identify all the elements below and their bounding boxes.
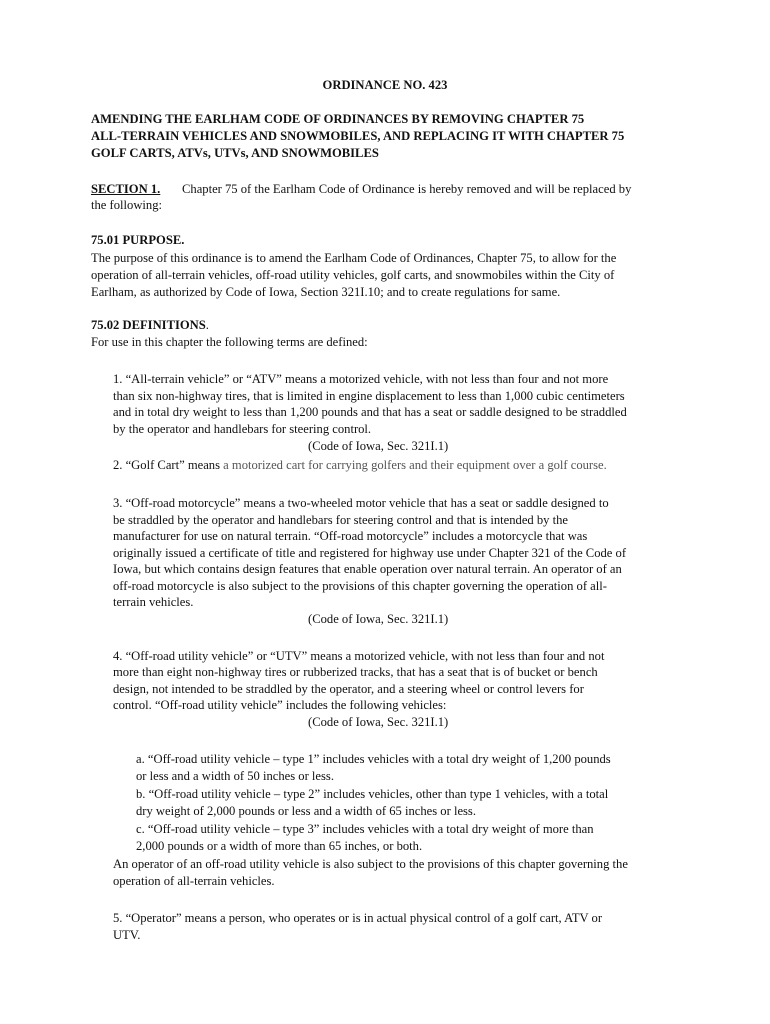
section-1-label: SECTION 1. xyxy=(91,182,161,196)
def-1-line-2: than six non-highway tires, that is limited in engine displacement to less than 1,000 cubic centimeters xyxy=(113,389,625,403)
amending-heading-line-3: GOLF CARTS, ATVs, UTVs, AND SNOWMOBILES xyxy=(91,146,379,160)
def-4-line-3: design, not intended to be straddled by the operator, and a steering wheel or control levers for xyxy=(113,682,584,696)
def-3-line-5: Iowa, but which contains design features that enable operation over natural terrain. An operator of an xyxy=(113,562,622,576)
def-4-line-1: 4. “Off-road utility vehicle” or “UTV” means a motorized vehicle, with not less than four and not xyxy=(113,649,605,663)
def-4-sub-c-line-1: c. “Off-road utility vehicle – type 3” includes vehicles with a total dry weight of more than xyxy=(136,822,594,836)
section-1-text-line-1: Chapter 75 of the Earlham Code of Ordinance is hereby removed and will be replaced by xyxy=(182,182,632,196)
definitions-intro: For use in this chapter the following terms are defined: xyxy=(91,335,368,349)
definitions-heading-period: . xyxy=(205,318,209,332)
def-4-sub-a-line-2: or less and a width of 50 inches or less. xyxy=(136,769,334,783)
def-3-line-4: originally issued a certificate of title and registered for highway use under Chapter 321 of the Code of xyxy=(113,546,627,560)
amending-heading-line-1: AMENDING THE EARLHAM CODE OF ORDINANCES BY REMOVING CHAPTER 75 xyxy=(91,112,585,126)
definitions-heading xyxy=(91,317,209,334)
def-4-line-4: control. “Off-road utility vehicle” includes the following vehicles: xyxy=(113,698,447,712)
def-1-line-1: 1. “All-terrain vehicle” or “ATV” means a motorized vehicle, with not less than four and not more xyxy=(113,372,609,386)
def-1-citation: (Code of Iowa, Sec. 321I.1) xyxy=(308,439,449,453)
purpose-line-2: operation of all-terrain vehicles, off-road utility vehicles, golf carts, and snowmobiles within the City of xyxy=(91,268,615,282)
def-5-line-1: 5. “Operator” means a person, who operates or is in actual physical control of a golf cart, ATV or xyxy=(113,911,603,925)
def-4-operator-line-2: operation of all-terrain vehicles. xyxy=(113,874,275,888)
def-4-sub-b-line-1: b. “Off-road utility vehicle – type 2” includes vehicles, other than type 1 vehicles, with a total xyxy=(136,787,609,801)
def-2-line xyxy=(113,457,607,474)
def-3-line-7: terrain vehicles. xyxy=(113,595,194,609)
section-1-text-line-2: the following: xyxy=(91,198,163,212)
def-1-line-3: and in total dry weight to less than 1,200 pounds and that has a seat or saddle designed to be straddled xyxy=(113,405,627,419)
purpose-line-1: The purpose of this ordinance is to amend the Earlham Code of Ordinances, Chapter 75, to allow for the xyxy=(91,251,617,265)
def-3-citation: (Code of Iowa, Sec. 321I.1) xyxy=(308,612,449,626)
amending-heading-line-2: ALL-TERRAIN VEHICLES AND SNOWMOBILES, AND REPLACING IT WITH CHAPTER 75 xyxy=(91,129,625,143)
ordinance-title: ORDINANCE NO. 423 xyxy=(322,78,448,92)
def-4-sub-b-line-2: dry weight of 2,000 pounds or less and a width of 65 inches or less. xyxy=(136,804,476,818)
def-5-line-2: UTV. xyxy=(113,928,141,942)
purpose-line-3: Earlham, as authorized by Code of Iowa, Section 321I.10; and to create regulations for same. xyxy=(91,285,561,299)
def-3-line-1: 3. “Off-road motorcycle” means a two-wheeled motor vehicle that has a seat or saddle designed to xyxy=(113,496,609,510)
def-3-line-2: be straddled by the operator and handlebars for steering control and that is intended by the xyxy=(113,513,568,527)
def-1-line-4: by the operator and handlebars for steering control. xyxy=(113,422,372,436)
def-4-line-2: more than eight non-highway tires or rubberized tracks, that has a seat that is of bucket or bench xyxy=(113,665,598,679)
def-3-line-6: off-road motorcycle is also subject to the provisions of this chapter governing the operation of all- xyxy=(113,579,607,593)
definitions-heading-text: 75.02 DEFINITIONS xyxy=(91,318,206,332)
purpose-heading: 75.01 PURPOSE. xyxy=(91,233,185,247)
def-4-citation: (Code of Iowa, Sec. 321I.1) xyxy=(308,715,449,729)
def-4-operator-line-1: An operator of an off-road utility vehicle is also subject to the provisions of this chapter governing the xyxy=(113,857,628,871)
def-3-line-3: manufacturer for use on natural terrain. “Off-road motorcycle” includes a motorcycle that was xyxy=(113,529,588,543)
def-4-sub-a-line-1: a. “Off-road utility vehicle – type 1” includes vehicles with a total dry weight of 1,200 pounds xyxy=(136,752,611,766)
def-2-rest: a motorized cart for carrying golfers and their equipment over a golf course. xyxy=(220,458,607,472)
def-2-lead: 2. “Golf Cart” means xyxy=(113,458,221,472)
def-4-sub-c-line-2: 2,000 pounds or a width of more than 65 inches, or both. xyxy=(136,839,423,853)
